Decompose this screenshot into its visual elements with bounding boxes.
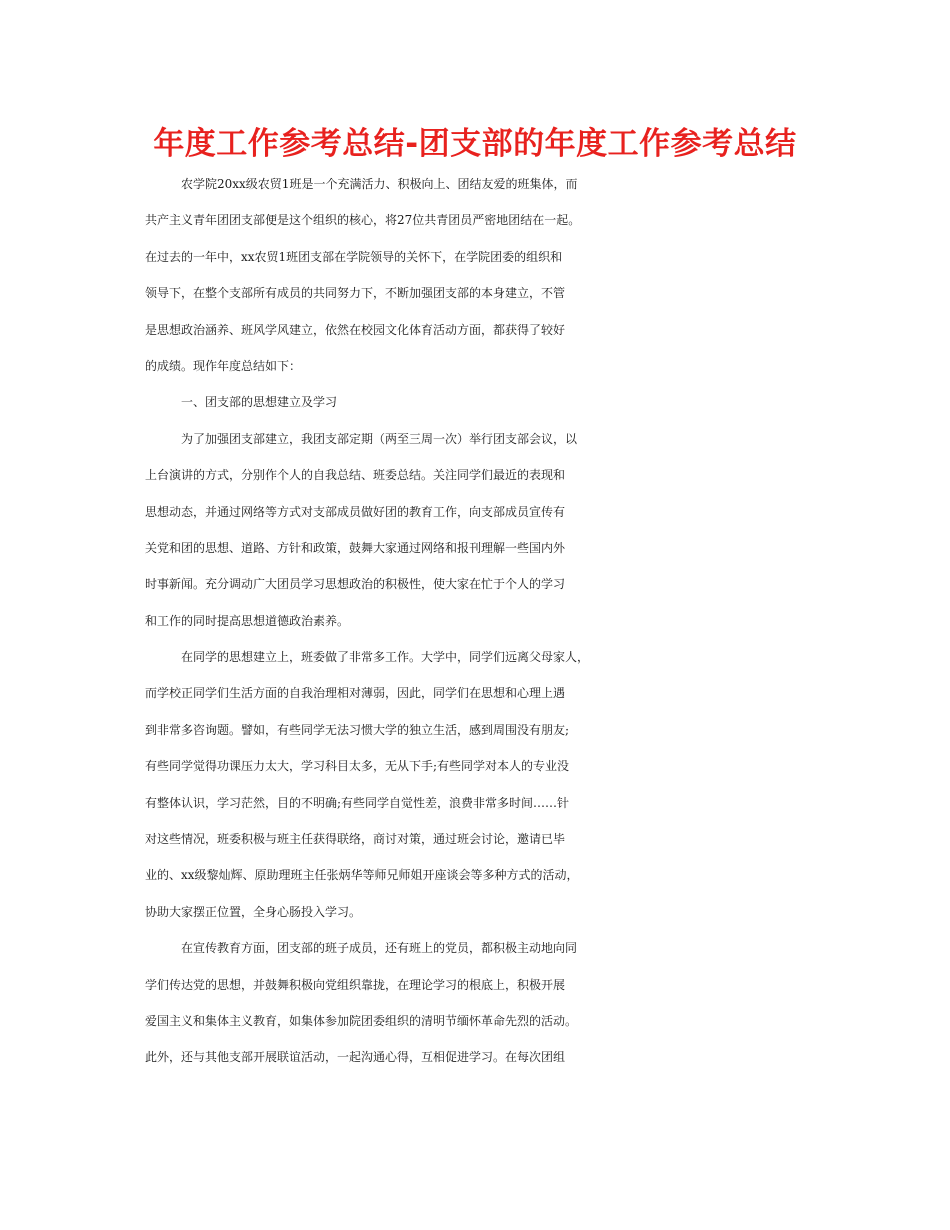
text-line: 农学院20xx级农贸1班是一个充满活力、积极向上、团结友爱的班集体，而 [181,177,578,191]
text-line: 而学校正同学们生活方面的自我治理相对薄弱，因此，同学们在思想和心理上遇 [145,686,566,701]
text-line: 在过去的一年中，xx农贸1班团支部在学院领导的关怀下，在学院团委的组织和 [145,249,563,264]
text-line: 关党和团的思想、道路、方针和政策，鼓舞大家通过网络和报刊理解一些国内外 [145,540,566,555]
document-title: 年度工作参考总结-团支部的年度工作参考总结 [153,126,797,162]
text-line: 上台演讲的方式，分别作个人的自我总结、班委总结。关注同学们最近的表现和 [145,468,566,483]
text-line: 是思想政治涵养、班风学风建立，依然在校园文化体育活动方面，都获得了较好 [145,322,566,337]
text-line: 共产主义青年团团支部便是这个组织的核心，将27位共青团员严密地团结在一起。 [145,213,581,228]
text-line: 协助大家摆正位置，全身心肠投入学习。 [145,904,362,919]
text-line: 此外，还与其他支部开展联谊活动，一起沟通心得，互相促进学习。在每次团组 [145,1050,566,1065]
text-line: 领导下，在整个支部所有成员的共同努力下，不断加强团支部的本身建立，不管 [145,286,566,301]
document-body [145,166,815,1076]
text-line: 在同学的思想建立上，班委做了非常多工作。大学中，同学们远离父母家人， [181,650,590,665]
text-line: 的成绩。现作年度总结如下： [145,358,302,373]
text-line: 有整体认识，学习茫然，目的不明确;有些同学自觉性差，浪费非常多时间……针 [145,795,570,810]
text-line: 和工作的同时提高思想道德政治素养。 [145,613,350,628]
text-line: 对这些情况，班委积极与班主任获得联络，商讨对策，通过班会讨论，邀请已毕 [145,832,566,847]
text-line: 到非常多咨询题。譬如，有些同学无法习惯大学的独立生活，感到周围没有朋友; [145,722,570,737]
text-line: 爱国主义和集体主义教育，如集体参加院团委组织的清明节缅怀革命先烈的活动。 [145,1013,578,1028]
text-line: 学们传达党的思想，并鼓舞积极向党组织靠拢，在理论学习的根底上，积极开展 [145,977,566,992]
text-line: 在宣传教育方面，团支部的班子成员，还有班上的党员，都积极主动地向同 [181,941,578,956]
text-line: 有些同学觉得功课压力太大，学习科目太多，无从下手;有些同学对本人的专业没 [145,759,570,774]
text-line: 为了加强团支部建立，我团支部定期（两至三周一次）举行团支部会议，以 [181,431,578,446]
text-line: 思想动态，并通过网络等方式对支部成员做好团的教育工作，向支部成员宣传有 [145,504,566,519]
text-line: 业的、xx级黎灿辉、原助理班主任张炳华等师兄师姐开座谈会等多种方式的活动， [145,868,579,883]
text-line: 时事新闻。充分调动广大团员学习思想政治的积极性，使大家在忙于个人的学习 [145,577,566,592]
text-line: 一、团支部的思想建立及学习 [181,395,338,410]
